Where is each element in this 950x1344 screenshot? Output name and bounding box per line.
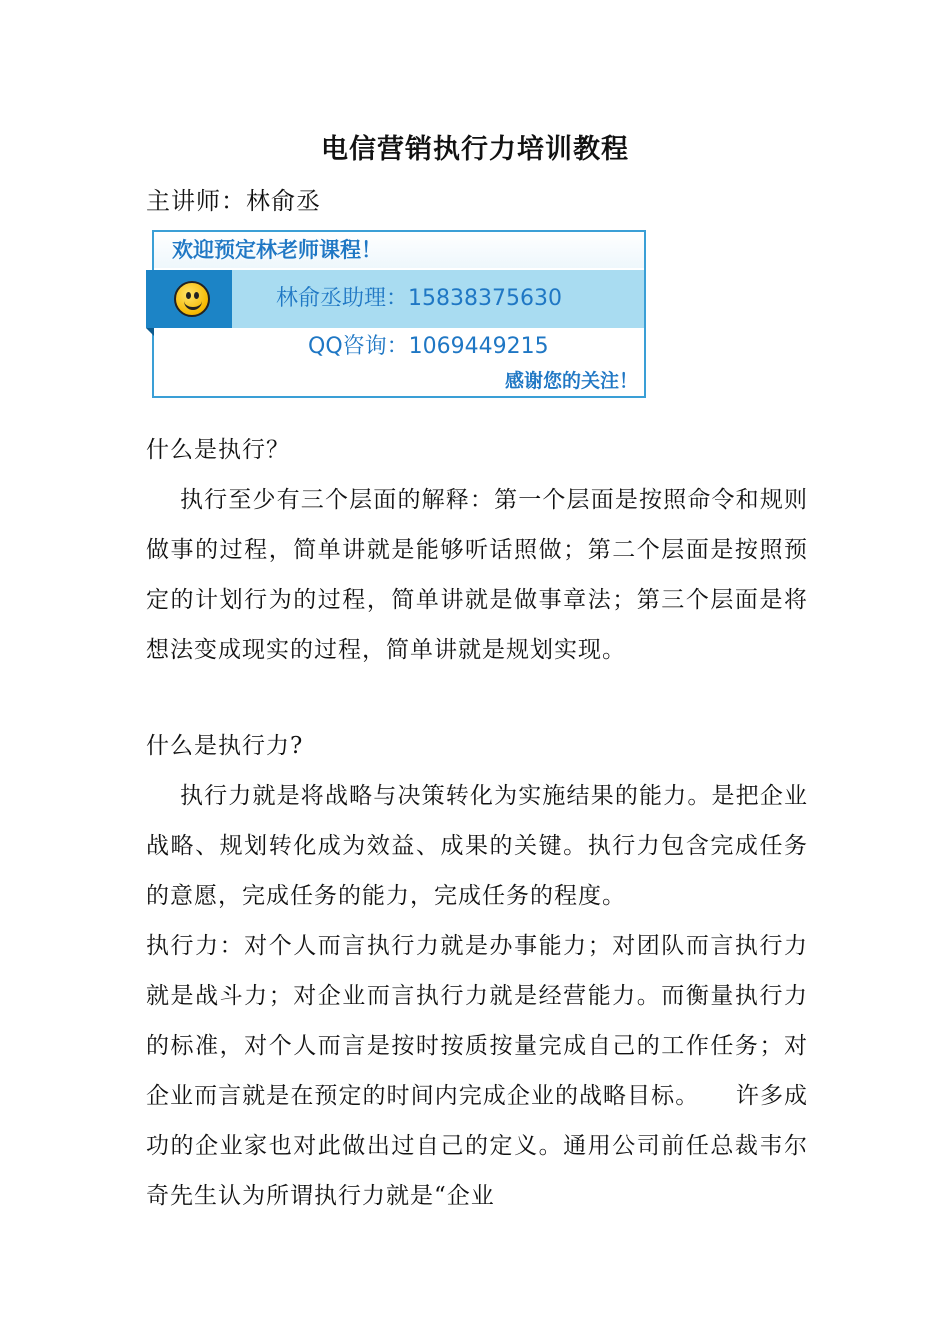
banner-thanks-text: 感谢您的关注！ xyxy=(504,370,638,392)
smiley-icon xyxy=(174,281,210,317)
document-body xyxy=(146,425,808,1221)
paragraph-spacer xyxy=(146,675,808,721)
smiley-mouth xyxy=(184,297,202,310)
banner-fold xyxy=(146,328,154,336)
body-paragraph: 执行至少有三个层面的解释：第一个层面是按照命令和规则做事的过程，简单讲就是能够听话照做；第二个层面是按照预定的计划行为的过程，简单讲就是做事章法；第三个层面是将想法变成现实的过程，简单讲就是规划实现。 xyxy=(146,487,808,663)
qq-contact: QQ咨询：1069449215 xyxy=(308,334,549,359)
lecturer-line: 主讲师：林俞丞 xyxy=(146,187,321,215)
section-heading: 什么是执行？ xyxy=(146,437,290,463)
body-paragraph: 执行力就是将战略与决策转化为实施结果的能力。是把企业战略、规划转化成为效益、成果的关键。执行力包含完成任务的意愿，完成任务的能力，完成任务的程度。 xyxy=(146,783,808,909)
contact-banner xyxy=(152,230,646,398)
assistant-phone: 林俞丞助理：15838375630 xyxy=(276,286,562,311)
document-title: 电信营销执行力培训教程 xyxy=(321,134,629,165)
body-paragraph: 执行力：对个人而言执行力就是办事能力；对团队而言执行力就是战斗力；对企业而言执行力就是经营能力。而衡量执行力的标准，对个人而言是按时按质按量完成自己的工作任务；对企业而言就是在预定的时间内完成企业的战略目标。 许多成功的企业家也对此做出过自己的定义。通用公司前任总裁韦尔奇先生认为所谓执行力就是“企业 xyxy=(146,933,808,1209)
banner-welcome-text: 欢迎预定林老师课程！ xyxy=(172,238,382,262)
section-heading: 什么是执行力? xyxy=(146,733,304,759)
